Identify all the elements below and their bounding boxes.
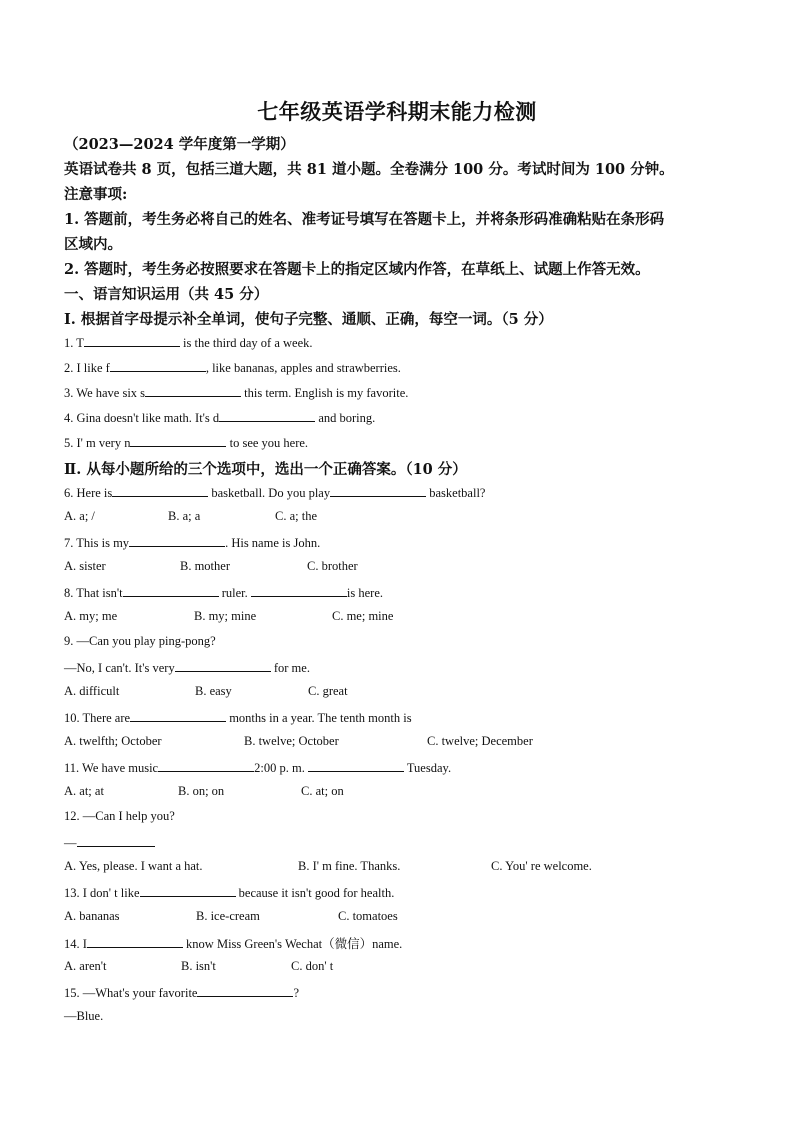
option-a[interactable]: A. a; / — [64, 509, 95, 523]
question-9: 9. —Can you play ping-pong? — [64, 634, 216, 648]
option-a[interactable]: A. at; at — [64, 784, 104, 798]
option-c[interactable]: C. me; mine — [332, 609, 394, 623]
notice-title: 注意事项: — [64, 186, 128, 203]
answer-blank[interactable] — [308, 759, 404, 772]
question-text: know Miss Green's Wechat（微信）name. — [182, 937, 403, 951]
question-12-reply — [64, 834, 155, 851]
exam-intro: 英语试卷共 8 页，包括三道大题，共 81 道小题。全卷满分 100 分。考试时间为 100 分钟。 — [64, 161, 674, 178]
question-text: 14. I — [64, 937, 87, 951]
option-c[interactable]: C. brother — [307, 559, 358, 573]
option-a[interactable]: A. bananas — [64, 909, 120, 923]
option-c[interactable]: C. a; the — [275, 509, 318, 523]
question-text: 8. That isn't — [64, 586, 123, 600]
answer-blank[interactable] — [112, 484, 208, 497]
question-text: months in a year. The tenth month is — [226, 711, 412, 725]
answer-blank[interactable] — [129, 534, 225, 547]
option-c[interactable]: C. at; on — [301, 784, 344, 798]
school-year: （2023—2024 学年度第一学期） — [64, 136, 295, 153]
question-text: 5. I' m very n — [64, 436, 131, 450]
answer-blank[interactable] — [84, 334, 180, 347]
option-c[interactable]: C. don' t — [291, 959, 334, 973]
option-b[interactable]: B. a; a — [168, 509, 201, 523]
option-b[interactable]: B. isn't — [181, 959, 216, 973]
question-1 — [64, 334, 313, 351]
answer-blank[interactable] — [123, 584, 219, 597]
answer-blank[interactable] — [140, 884, 236, 897]
answer-blank[interactable] — [330, 484, 426, 497]
question-text: basketball. Do you play — [208, 486, 331, 500]
option-b[interactable]: B. on; on — [178, 784, 225, 798]
option-a[interactable]: A. twelfth; October — [64, 734, 162, 748]
answer-blank[interactable] — [87, 935, 183, 948]
question-text: Tuesday. — [403, 761, 452, 775]
question-4 — [64, 409, 375, 426]
question-2 — [64, 359, 401, 376]
question-3 — [64, 384, 408, 401]
answer-blank[interactable] — [219, 409, 315, 422]
answer-blank[interactable] — [130, 434, 226, 447]
option-a[interactable]: A. my; me — [64, 609, 118, 623]
option-b[interactable]: B. twelve; October — [244, 734, 339, 748]
question-text: because it isn't good for health. — [235, 886, 395, 900]
question-13 — [64, 884, 394, 901]
question-text: 15. —What's your favorite — [64, 986, 198, 1000]
option-b[interactable]: B. ice-cream — [196, 909, 260, 923]
question-text: basketball? — [426, 486, 486, 500]
answer-blank[interactable] — [197, 984, 293, 997]
question-10 — [64, 709, 412, 726]
exam-title: 七年级英语学科期末能力检测 — [257, 99, 537, 124]
answer-blank[interactable] — [77, 834, 155, 847]
question-text: 7. This is my — [64, 536, 130, 550]
part-heading: 一、语言知识运用（共 45 分） — [64, 286, 269, 303]
question-text: 10. There are — [64, 711, 131, 725]
option-a[interactable]: A. Yes, please. I want a hat. — [64, 859, 203, 873]
option-a[interactable]: A. difficult — [64, 684, 120, 698]
option-b[interactable]: B. I' m fine. Thanks. — [298, 859, 401, 873]
question-text: 1. T — [64, 336, 84, 350]
option-b[interactable]: B. easy — [195, 684, 232, 698]
question-15-reply: —Blue. — [64, 1009, 104, 1023]
option-c[interactable]: C. great — [308, 684, 348, 698]
option-b[interactable]: B. mother — [180, 559, 230, 573]
question-7 — [64, 534, 320, 551]
question-text: 3. We have six s — [64, 386, 146, 400]
answer-blank[interactable] — [158, 759, 254, 772]
question-text: ruler. — [218, 586, 251, 600]
question-text: to see you here. — [226, 436, 309, 450]
option-c[interactable]: C. You' re welcome. — [491, 859, 592, 873]
question-text: 13. I don' t like — [64, 886, 140, 900]
question-text: —No, I can't. It's very — [64, 661, 175, 675]
question-text: . His name is John. — [225, 536, 321, 550]
notice-item-2: 2. 答题时，考生务必按照要求在答题卡上的指定区域内作答，在草纸上、试题上作答无效。 — [64, 261, 650, 278]
question-6 — [64, 484, 485, 501]
question-text: 11. We have music — [64, 761, 159, 775]
question-text: — — [64, 836, 77, 850]
notice-item-1-cont: 区域内。 — [64, 236, 122, 253]
notice-item-1: 1. 答题前，考生务必将自己的姓名、准考证号填写在答题卡上，并将条形码准确粘贴在条形码 — [64, 211, 665, 228]
question-text: , like bananas, apples and strawberries. — [205, 361, 401, 375]
section-1-heading: I. 根据首字母提示补全单词，使句子完整、通顺、正确，每空一词。（5 分） — [64, 311, 553, 328]
option-b[interactable]: B. my; mine — [194, 609, 257, 623]
question-text: for me. — [270, 661, 310, 675]
option-a[interactable]: A. aren't — [64, 959, 107, 973]
question-9-reply — [64, 659, 310, 676]
question-5 — [64, 434, 308, 451]
answer-blank[interactable] — [175, 659, 271, 672]
question-text: ? — [293, 986, 300, 1000]
question-15 — [64, 984, 299, 1001]
question-text: 2:00 p. m. — [254, 761, 308, 775]
question-14 — [64, 934, 402, 952]
question-text: this term. English is my favorite. — [241, 386, 409, 400]
answer-blank[interactable] — [110, 359, 206, 372]
answer-blank[interactable] — [145, 384, 241, 397]
section-2-heading: Ⅱ. 从每小题所给的三个选项中，选出一个正确答案。（10 分） — [64, 461, 467, 478]
option-c[interactable]: C. tomatoes — [338, 909, 398, 923]
option-c[interactable]: C. twelve; December — [427, 734, 533, 748]
option-a[interactable]: A. sister — [64, 559, 106, 573]
question-11 — [64, 759, 451, 776]
question-8 — [64, 584, 383, 601]
question-text: 4. Gina doesn't like math. It's d — [64, 411, 220, 425]
question-text: and boring. — [315, 411, 376, 425]
answer-blank[interactable] — [251, 584, 347, 597]
question-text: 2. I like f — [64, 361, 110, 375]
question-12: 12. —Can I help you? — [64, 809, 175, 823]
question-text: is here. — [346, 586, 384, 600]
question-text: is the third day of a week. — [179, 336, 313, 350]
question-text: 6. Here is — [64, 486, 113, 500]
answer-blank[interactable] — [130, 709, 226, 722]
